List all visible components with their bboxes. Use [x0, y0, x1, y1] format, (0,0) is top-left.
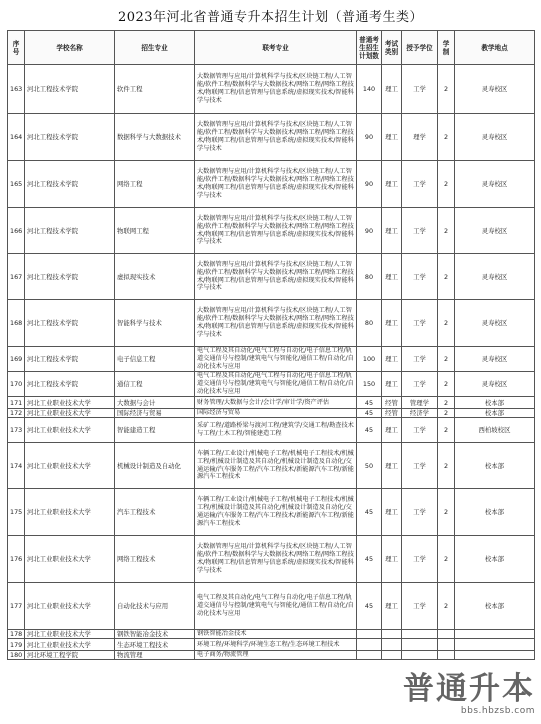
cell-joint-major: 电气工程及其自动化/电气工程与自动化/电子信息工程/轨道交通信号与控制/建筑电气与智能化/通信工程/自动化/自动化技术与应用: [195, 583, 357, 630]
cell-degree: 工学: [402, 489, 438, 536]
cell-years: 2: [438, 489, 455, 536]
cell-joint-major: 环境工程/环境科学/环境生态工程/生态环境工程技术: [195, 639, 357, 651]
cell-school: 河北工程技术学院: [25, 114, 115, 161]
cell-joint-major: 国际经济与贸易: [195, 409, 357, 418]
cell-exam-type: 理工: [382, 300, 402, 347]
cell-exam-type: 理工: [382, 161, 402, 208]
cell-no: 170: [8, 372, 25, 397]
cell-school: 河北工程技术学院: [25, 300, 115, 347]
cell-exam-type: 理工: [382, 443, 402, 489]
cell-plan: 45: [357, 418, 382, 443]
cell-exam-type: [382, 651, 402, 660]
cell-no: 164: [8, 114, 25, 161]
cell-joint-major: 电气工程及其自动化/电气工程与自动化/电子信息工程/轨道交通信号与控制/建筑电气与智能化/通信工程/自动化/自动化技术与应用: [195, 347, 357, 372]
cell-major: 智能建造工程: [115, 418, 195, 443]
cell-joint-major: 大数据管理与应用/计算机科学与技术/区块链工程/人工智能/软件工程/数据科学与大数据技术/网络工程/网络工程技术/物联网工程/信息管理与信息系统/虚拟现实技术/智能科学与技术: [195, 114, 357, 161]
cell-plan: 45: [357, 489, 382, 536]
cell-years: 2: [438, 583, 455, 630]
cell-major: 生态环境工程技术: [115, 639, 195, 651]
cell-place: 灵寿校区: [455, 300, 535, 347]
cell-no: 177: [8, 583, 25, 630]
cell-degree: 工学: [402, 583, 438, 630]
cell-plan: 45: [357, 397, 382, 409]
cell-no: 178: [8, 630, 25, 639]
cell-exam-type: 理工: [382, 347, 402, 372]
cell-major: 虚拟现实技术: [115, 254, 195, 300]
cell-degree: 工学: [402, 372, 438, 397]
cell-exam-type: 理工: [382, 489, 402, 536]
cell-joint-major: 电气工程及其自动化/电气工程与自动化/电子信息工程/轨道交通信号与控制/建筑电气与智能化/通信工程/自动化/自动化技术与应用: [195, 372, 357, 397]
cell-plan: 80: [357, 254, 382, 300]
header-years: 学制: [438, 31, 455, 65]
cell-major: 国际经济与贸易: [115, 409, 195, 418]
table-row: [8, 583, 535, 630]
cell-years: 2: [438, 443, 455, 489]
enrollment-table-wrapper: [7, 30, 534, 660]
cell-plan: 100: [357, 347, 382, 372]
cell-major: 物联网工程: [115, 208, 195, 254]
cell-degree: 理学: [402, 114, 438, 161]
cell-plan: [357, 651, 382, 660]
cell-degree: 工学: [402, 161, 438, 208]
cell-degree: 管理学: [402, 397, 438, 409]
cell-school: 河北环境工程学院: [25, 651, 115, 660]
cell-school: 河北工程技术学院: [25, 161, 115, 208]
cell-exam-type: 理工: [382, 583, 402, 630]
cell-place: [455, 630, 535, 639]
cell-years: 2: [438, 114, 455, 161]
cell-exam-type: 理工: [382, 536, 402, 583]
cell-degree: [402, 651, 438, 660]
cell-place: 校本部: [455, 443, 535, 489]
cell-exam-type: [382, 639, 402, 651]
table-row: [8, 65, 535, 114]
cell-no: 180: [8, 651, 25, 660]
cell-no: 173: [8, 418, 25, 443]
page-title: 2023年河北省普通专升本招生计划（普通考生类）: [117, 10, 424, 25]
cell-place: 灵寿校区: [455, 254, 535, 300]
cell-joint-major: 大数据管理与应用/计算机科学与技术/区块链工程/人工智能/软件工程/数据科学与大数据技术/网络工程/网络工程技术/物联网工程/信息管理与信息系统/虚拟现实技术/智能科学与技术: [195, 536, 357, 583]
table-row: [8, 372, 535, 397]
cell-school: 河北工业职业技术大学: [25, 583, 115, 630]
cell-place: 校本部: [455, 489, 535, 536]
watermark-logo-text: 普通升本: [403, 671, 535, 707]
header-exam-type: 考试类别: [382, 31, 402, 65]
cell-joint-major: 车辆工程/工业设计/机械电子工程/机械电子工程技术/机械工程/机械设计制造及其自动化/机械设计制造及自动化/交通运输/汽车服务工程/汽车工程技术/新能源汽车工程/新能源汽车工程技术: [195, 489, 357, 536]
header-no: 序号: [8, 31, 25, 65]
cell-exam-type: 经管: [382, 409, 402, 418]
table-row: [8, 254, 535, 300]
table-row: [8, 208, 535, 254]
cell-exam-type: 经管: [382, 397, 402, 409]
cell-degree: 工学: [402, 347, 438, 372]
cell-exam-type: 理工: [382, 372, 402, 397]
cell-place: 灵寿校区: [455, 65, 535, 114]
cell-major: 软件工程: [115, 65, 195, 114]
cell-plan: 90: [357, 161, 382, 208]
table-row: [8, 536, 535, 583]
table-body: [8, 65, 535, 660]
cell-plan: 45: [357, 536, 382, 583]
cell-years: [438, 639, 455, 651]
cell-plan: 45: [357, 409, 382, 418]
cell-years: 2: [438, 347, 455, 372]
cell-years: [438, 651, 455, 660]
cell-school: 河北工程技术学院: [25, 347, 115, 372]
cell-joint-major: 大数据管理与应用/计算机科学与技术/区块链工程/人工智能/软件工程/数据科学与大数据技术/网络工程/网络工程技术/物联网工程/信息管理与信息系统/虚拟现实技术/智能科学与技术: [195, 208, 357, 254]
cell-plan: 50: [357, 443, 382, 489]
cell-years: 2: [438, 208, 455, 254]
cell-school: 河北工业职业技术大学: [25, 630, 115, 639]
cell-school: 河北工程技术学院: [25, 65, 115, 114]
cell-major: 钢铁智能冶金技术: [115, 630, 195, 639]
cell-years: 2: [438, 161, 455, 208]
table-row: [8, 397, 535, 409]
enrollment-table: [7, 30, 535, 660]
cell-plan: 90: [357, 114, 382, 161]
table-row: [8, 409, 535, 418]
cell-school: 河北工程技术学院: [25, 208, 115, 254]
cell-joint-major: 车辆工程/工业设计/机械电子工程/机械电子工程技术/机械工程/机械设计制造及其自动化/机械设计制造及自动化/交通运输/汽车服务工程/汽车工程技术/新能源汽车工程/新能源汽车工程技术: [195, 443, 357, 489]
cell-major: 通信工程: [115, 372, 195, 397]
cell-joint-major: 财务管理/大数据与会计/会计学/审计学/资产评估: [195, 397, 357, 409]
cell-degree: 工学: [402, 536, 438, 583]
cell-no: 169: [8, 347, 25, 372]
cell-plan: 90: [357, 208, 382, 254]
cell-exam-type: 理工: [382, 254, 402, 300]
cell-place: [455, 639, 535, 651]
cell-place: 灵寿校区: [455, 208, 535, 254]
table-row: [8, 418, 535, 443]
cell-exam-type: [382, 630, 402, 639]
cell-major: 网络工程技术: [115, 536, 195, 583]
cell-degree: 工学: [402, 418, 438, 443]
cell-years: 2: [438, 418, 455, 443]
cell-exam-type: 理工: [382, 418, 402, 443]
table-row: [8, 347, 535, 372]
table-row: [8, 489, 535, 536]
cell-years: 2: [438, 397, 455, 409]
cell-joint-major: 大数据管理与应用/计算机科学与技术/区块链工程/人工智能/软件工程/数据科学与大数据技术/网络工程/网络工程技术/物联网工程/信息管理与信息系统/虚拟现实技术/智能科学与技术: [195, 254, 357, 300]
cell-school: 河北工业职业技术大学: [25, 639, 115, 651]
cell-no: 167: [8, 254, 25, 300]
cell-joint-major: 钢铁智能冶金技术: [195, 630, 357, 639]
cell-place: 校本部: [455, 536, 535, 583]
cell-years: 2: [438, 254, 455, 300]
table-header-row: [8, 31, 535, 65]
cell-joint-major: 大数据管理与应用/计算机科学与技术/区块链工程/人工智能/软件工程/数据科学与大数据技术/网络工程/网络工程技术/物联网工程/信息管理与信息系统/虚拟现实技术/智能科学与技术: [195, 161, 357, 208]
cell-exam-type: 理工: [382, 114, 402, 161]
header-joint-major: 联考专业: [195, 31, 357, 65]
header-school: 学校名称: [25, 31, 115, 65]
cell-no: 172: [8, 409, 25, 418]
cell-place: 西柏坡校区: [455, 418, 535, 443]
table-row: [8, 630, 535, 639]
table-row: [8, 114, 535, 161]
cell-exam-type: 理工: [382, 65, 402, 114]
cell-major: 大数据与会计: [115, 397, 195, 409]
cell-years: 2: [438, 65, 455, 114]
cell-place: 校本部: [455, 583, 535, 630]
cell-major: 智能科学与技术: [115, 300, 195, 347]
cell-plan: 140: [357, 65, 382, 114]
cell-joint-major: 采矿工程/道路桥梁与渡河工程/建筑学/交通工程/勘查技术与工程/土木工程/智能建造工程: [195, 418, 357, 443]
cell-years: 2: [438, 536, 455, 583]
cell-place: [455, 651, 535, 660]
table-row: [8, 443, 535, 489]
cell-major: 汽车工程技术: [115, 489, 195, 536]
cell-place: 校本部: [455, 397, 535, 409]
cell-no: 166: [8, 208, 25, 254]
cell-place: 灵寿校区: [455, 161, 535, 208]
cell-school: 河北工业职业技术大学: [25, 489, 115, 536]
table-row: [8, 651, 535, 660]
cell-no: 174: [8, 443, 25, 489]
header-place: 教学地点: [455, 31, 535, 65]
cell-joint-major: 大数据管理与应用/计算机科学与技术/区块链工程/人工智能/软件工程/数据科学与大数据技术/网络工程/网络工程技术/物联网工程/信息管理与信息系统/虚拟现实技术/智能科学与技术: [195, 65, 357, 114]
cell-plan: [357, 639, 382, 651]
header-plan: 普通考生招生计划数: [357, 31, 382, 65]
cell-years: [438, 630, 455, 639]
cell-no: 165: [8, 161, 25, 208]
cell-place: 校本部: [455, 409, 535, 418]
cell-degree: [402, 630, 438, 639]
cell-school: 河北工业职业技术大学: [25, 536, 115, 583]
cell-school: 河北工程技术学院: [25, 372, 115, 397]
cell-place: 灵寿校区: [455, 372, 535, 397]
cell-no: 176: [8, 536, 25, 583]
cell-place: 灵寿校区: [455, 114, 535, 161]
cell-degree: [402, 639, 438, 651]
cell-major: 电子信息工程: [115, 347, 195, 372]
cell-plan: [357, 630, 382, 639]
cell-major: 自动化技术与应用: [115, 583, 195, 630]
cell-school: 河北工业职业技术大学: [25, 418, 115, 443]
cell-degree: 经济学: [402, 409, 438, 418]
cell-joint-major: 电子商务/物流管理: [195, 651, 357, 660]
cell-no: 163: [8, 65, 25, 114]
cell-years: 2: [438, 300, 455, 347]
header-degree: 授予学位: [402, 31, 438, 65]
cell-school: 河北工业职业技术大学: [25, 397, 115, 409]
watermark-url: bbs.hbzsb.com: [460, 706, 535, 716]
cell-major: 网络工程: [115, 161, 195, 208]
cell-school: 河北工业职业技术大学: [25, 443, 115, 489]
cell-no: 179: [8, 639, 25, 651]
cell-degree: 工学: [402, 443, 438, 489]
cell-no: 168: [8, 300, 25, 347]
cell-degree: 工学: [402, 208, 438, 254]
cell-plan: 45: [357, 583, 382, 630]
cell-years: 2: [438, 372, 455, 397]
cell-degree: 工学: [402, 254, 438, 300]
table-row: [8, 639, 535, 651]
cell-school: 河北工程技术学院: [25, 254, 115, 300]
header-major: 招生专业: [115, 31, 195, 65]
cell-plan: 80: [357, 300, 382, 347]
cell-degree: 工学: [402, 300, 438, 347]
watermark: [403, 672, 535, 716]
cell-place: 灵寿校区: [455, 347, 535, 372]
cell-plan: 150: [357, 372, 382, 397]
cell-joint-major: 大数据管理与应用/计算机科学与技术/区块链工程/人工智能/软件工程/数据科学与大数据技术/网络工程/网络工程技术/物联网工程/信息管理与信息系统/虚拟现实技术/智能科学与技术: [195, 300, 357, 347]
cell-major: 物流管理: [115, 651, 195, 660]
cell-exam-type: 理工: [382, 208, 402, 254]
cell-years: 2: [438, 409, 455, 418]
cell-major: 数据科学与大数据技术: [115, 114, 195, 161]
table-row: [8, 161, 535, 208]
cell-major: 机械设计制造及自动化: [115, 443, 195, 489]
cell-no: 175: [8, 489, 25, 536]
table-row: [8, 300, 535, 347]
cell-degree: 工学: [402, 65, 438, 114]
cell-school: 河北工业职业技术大学: [25, 409, 115, 418]
cell-no: 171: [8, 397, 25, 409]
